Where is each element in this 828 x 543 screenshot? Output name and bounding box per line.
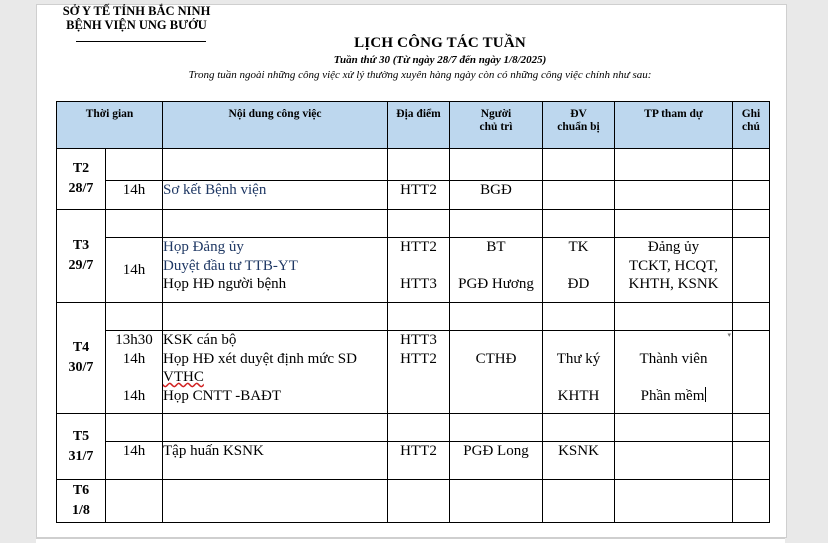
participants-cell[interactable] — [615, 181, 733, 210]
table-row-t3 — [57, 238, 770, 303]
note-cell[interactable] — [733, 442, 770, 480]
text-cursor — [705, 387, 706, 402]
table-row-t4 — [57, 331, 770, 414]
org-underline — [76, 41, 206, 42]
location-cell[interactable]: HTT3 HTT2 — [388, 331, 450, 414]
host-cell[interactable]: BT PGĐ Hương — [450, 238, 543, 303]
header-content: Nội dung công việc — [163, 102, 388, 149]
table-row-t5-spacer — [57, 414, 770, 442]
time-cell[interactable]: 14h — [106, 442, 163, 480]
header-location: Địa điểm — [388, 102, 450, 149]
content-cell[interactable]: Họp Đảng ủy Duyệt đầu tư TTB-YT Họp HĐ người bệnh — [163, 238, 388, 303]
note-cell[interactable] — [733, 331, 770, 414]
note-cell[interactable] — [733, 181, 770, 210]
prep-cell[interactable] — [543, 181, 615, 210]
host-cell[interactable]: BGĐ — [450, 181, 543, 210]
day-cell-t5: T5 31/7 — [57, 414, 106, 480]
participants-cell[interactable]: Đảng ủy TCKT, HCQT, KHTH, KSNK — [615, 238, 733, 303]
week-subtitle: Tuần thứ 30 (Từ ngày 28/7 đến ngày 1/8/2025) — [333, 54, 547, 66]
header-prep-unit: ĐV chuẩn bị — [543, 102, 615, 149]
host-cell[interactable]: PGĐ Long — [450, 442, 543, 480]
document-title: LỊCH CÔNG TÁC TUẦN — [354, 35, 526, 51]
location-cell[interactable]: HTT2 — [388, 442, 450, 480]
content-cell[interactable]: Sơ kết Bệnh viện — [163, 181, 388, 210]
dropdown-marker-icon[interactable]: ▾ — [727, 331, 731, 339]
day-cell-t2: T2 28/7 — [57, 149, 106, 210]
time-cell[interactable]: 14h — [106, 238, 163, 303]
time-cell[interactable]: 13h30 14h 14h — [106, 331, 163, 414]
table-row-t6 — [57, 480, 770, 523]
table-row-t4-spacer — [57, 303, 770, 331]
day-cell-t3: T3 29/7 — [57, 210, 106, 303]
content-cell[interactable]: Tập huấn KSNK — [163, 442, 388, 480]
host-cell[interactable]: CTHĐ — [450, 331, 543, 414]
org-department: SỞ Y TẾ TỈNH BẮC NINH — [62, 4, 211, 18]
table-header-row — [57, 102, 770, 149]
day-cell-t4: T4 30/7 — [57, 303, 106, 414]
location-cell[interactable]: HTT2 HTT3 — [388, 238, 450, 303]
next-page-edge — [36, 538, 785, 543]
table-row-t2-spacer — [57, 149, 770, 181]
header-note: Ghi chú — [733, 102, 770, 149]
participants-cell[interactable]: ▾ Thành viên Phần mềm — [615, 331, 733, 414]
intro-text: Trong tuần ngoài những công việc xử lý thường xuyên hàng ngày còn có những công việc chính như sau: — [188, 69, 652, 81]
org-hospital: BỆNH VIỆN UNG BƯỚU — [66, 18, 207, 32]
time-cell[interactable]: 14h — [106, 181, 163, 210]
header-participants: TP tham dự — [615, 102, 733, 149]
table-row-t2 — [57, 181, 770, 210]
day-cell-t6: T6 1/8 — [57, 480, 106, 523]
header-host: Người chủ trì — [450, 102, 543, 149]
spellcheck-underlined-text: VTHC — [163, 369, 204, 385]
participants-cell[interactable] — [615, 442, 733, 480]
organization-header — [54, 4, 219, 32]
prep-cell[interactable]: Thư ký KHTH — [543, 331, 615, 414]
schedule-table — [56, 101, 770, 523]
header-time: Thời gian — [57, 102, 163, 149]
prep-cell[interactable]: TK ĐD — [543, 238, 615, 303]
prep-cell[interactable]: KSNK — [543, 442, 615, 480]
location-cell[interactable]: HTT2 — [388, 181, 450, 210]
table-row-t3-spacer — [57, 210, 770, 238]
table-row-t5 — [57, 442, 770, 480]
content-cell[interactable]: KSK cán bộ Họp HĐ xét duyệt định mức SD VTHC Họp CNTT -BAĐT — [163, 331, 388, 414]
note-cell[interactable] — [733, 238, 770, 303]
